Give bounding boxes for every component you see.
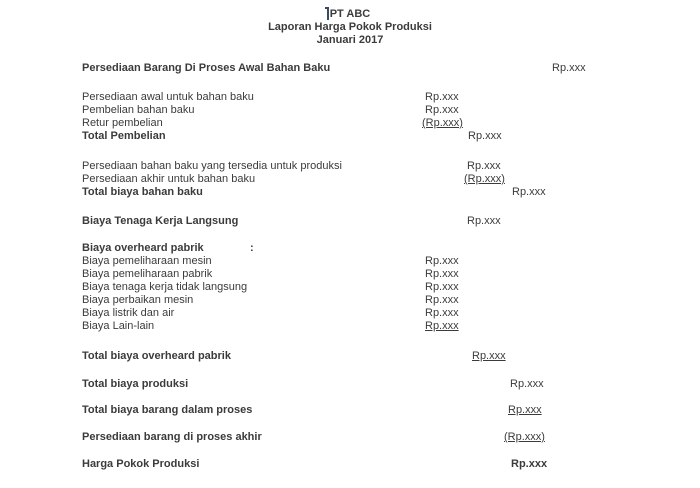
row-label: Total biaya barang dalam proses <box>82 404 253 416</box>
row-total-production-cost <box>0 378 700 391</box>
row-label: Persediaan Barang Di Proses Awal Bahan Baku <box>82 62 331 74</box>
row-amount: Rp.xxx <box>508 404 542 416</box>
row-amount: Rp.xxx <box>425 255 459 267</box>
row-label: Biaya pemeliharaan pabrik <box>82 268 213 280</box>
row-amount: Rp.xxx <box>425 104 459 116</box>
row-amount: Rp.xxx <box>510 378 544 390</box>
report-title: Laporan Harga Pokok Produksi <box>268 21 432 33</box>
report-period: Januari 2017 <box>316 34 384 46</box>
row-label: Total biaya overheard pabrik <box>82 350 231 362</box>
row-total-purchases <box>0 130 700 143</box>
row-amount: (Rp.xxx) <box>504 431 545 443</box>
row-amount: Rp.xxx <box>467 160 501 172</box>
row-label: Persediaan bahan baku yang tersedia untuk produksi <box>82 160 342 172</box>
row-label: Biaya Lain-lain <box>82 320 155 332</box>
row-label: Total biaya bahan baku <box>82 186 203 198</box>
row-label: Harga Pokok Produksi <box>82 458 200 470</box>
row-amount: Rp.xxx <box>552 62 586 74</box>
row-label: Biaya Tenaga Kerja Langsung <box>82 215 239 227</box>
row-purchase-returns <box>0 117 700 130</box>
row-amount: Rp.xxx <box>472 350 506 362</box>
row-machine-maintenance <box>0 255 700 268</box>
row-amount: Rp.xxx <box>468 130 502 142</box>
row-total-wip-cost <box>0 404 700 417</box>
row-amount: Rp.xxx <box>425 281 459 293</box>
row-machine-repair <box>0 294 700 307</box>
row-electricity-water <box>0 307 700 320</box>
company-name: PT ABC <box>329 8 371 20</box>
row-factory-maintenance <box>0 268 700 281</box>
row-label: Total biaya produksi <box>82 378 189 390</box>
row-direct-labor <box>0 215 700 228</box>
row-ending-wip-inventory <box>0 431 700 444</box>
row-label: Total Pembelian <box>82 130 166 142</box>
row-materials-available <box>0 160 700 173</box>
row-amount: Rp.xxx <box>425 307 459 319</box>
row-indirect-labor <box>0 281 700 294</box>
row-label: Biaya pemeliharaan mesin <box>82 255 212 267</box>
row-label: Persediaan barang di proses akhir <box>82 431 262 443</box>
row-label: Persediaan akhir untuk bahan baku <box>82 173 256 185</box>
row-ending-raw-material <box>0 173 700 186</box>
row-total-material-cost <box>0 186 700 199</box>
row-material-purchases <box>0 104 700 117</box>
row-colon: : <box>250 242 254 254</box>
row-amount: (Rp.xxx) <box>464 173 505 185</box>
row-label: Biaya perbaikan mesin <box>82 294 194 306</box>
row-amount: (Rp.xxx) <box>422 117 463 129</box>
row-beginning-raw-material <box>0 91 700 104</box>
row-factory-overhead-header <box>0 242 700 255</box>
row-amount: Rp.xxx <box>425 320 459 332</box>
row-label: Retur pembelian <box>82 117 163 129</box>
row-beginning-wip-inventory <box>0 62 700 75</box>
row-label: Pembelian bahan baku <box>82 104 195 116</box>
row-amount: Rp.xxx <box>511 458 548 470</box>
row-amount: Rp.xxx <box>425 91 459 103</box>
row-amount: Rp.xxx <box>425 294 459 306</box>
row-label: Persediaan awal untuk bahan baku <box>82 91 254 103</box>
row-total-overhead <box>0 350 700 363</box>
row-cost-of-goods-manufactured <box>0 458 700 471</box>
row-other-costs <box>0 320 700 333</box>
row-amount: Rp.xxx <box>425 268 459 280</box>
row-amount: Rp.xxx <box>512 186 546 198</box>
row-label: Biaya tenaga kerja tidak langsung <box>82 281 248 293</box>
row-amount: Rp.xxx <box>467 215 501 227</box>
row-label: Biaya listrik dan air <box>82 307 175 319</box>
row-label: Biaya overheard pabrik <box>82 242 204 254</box>
